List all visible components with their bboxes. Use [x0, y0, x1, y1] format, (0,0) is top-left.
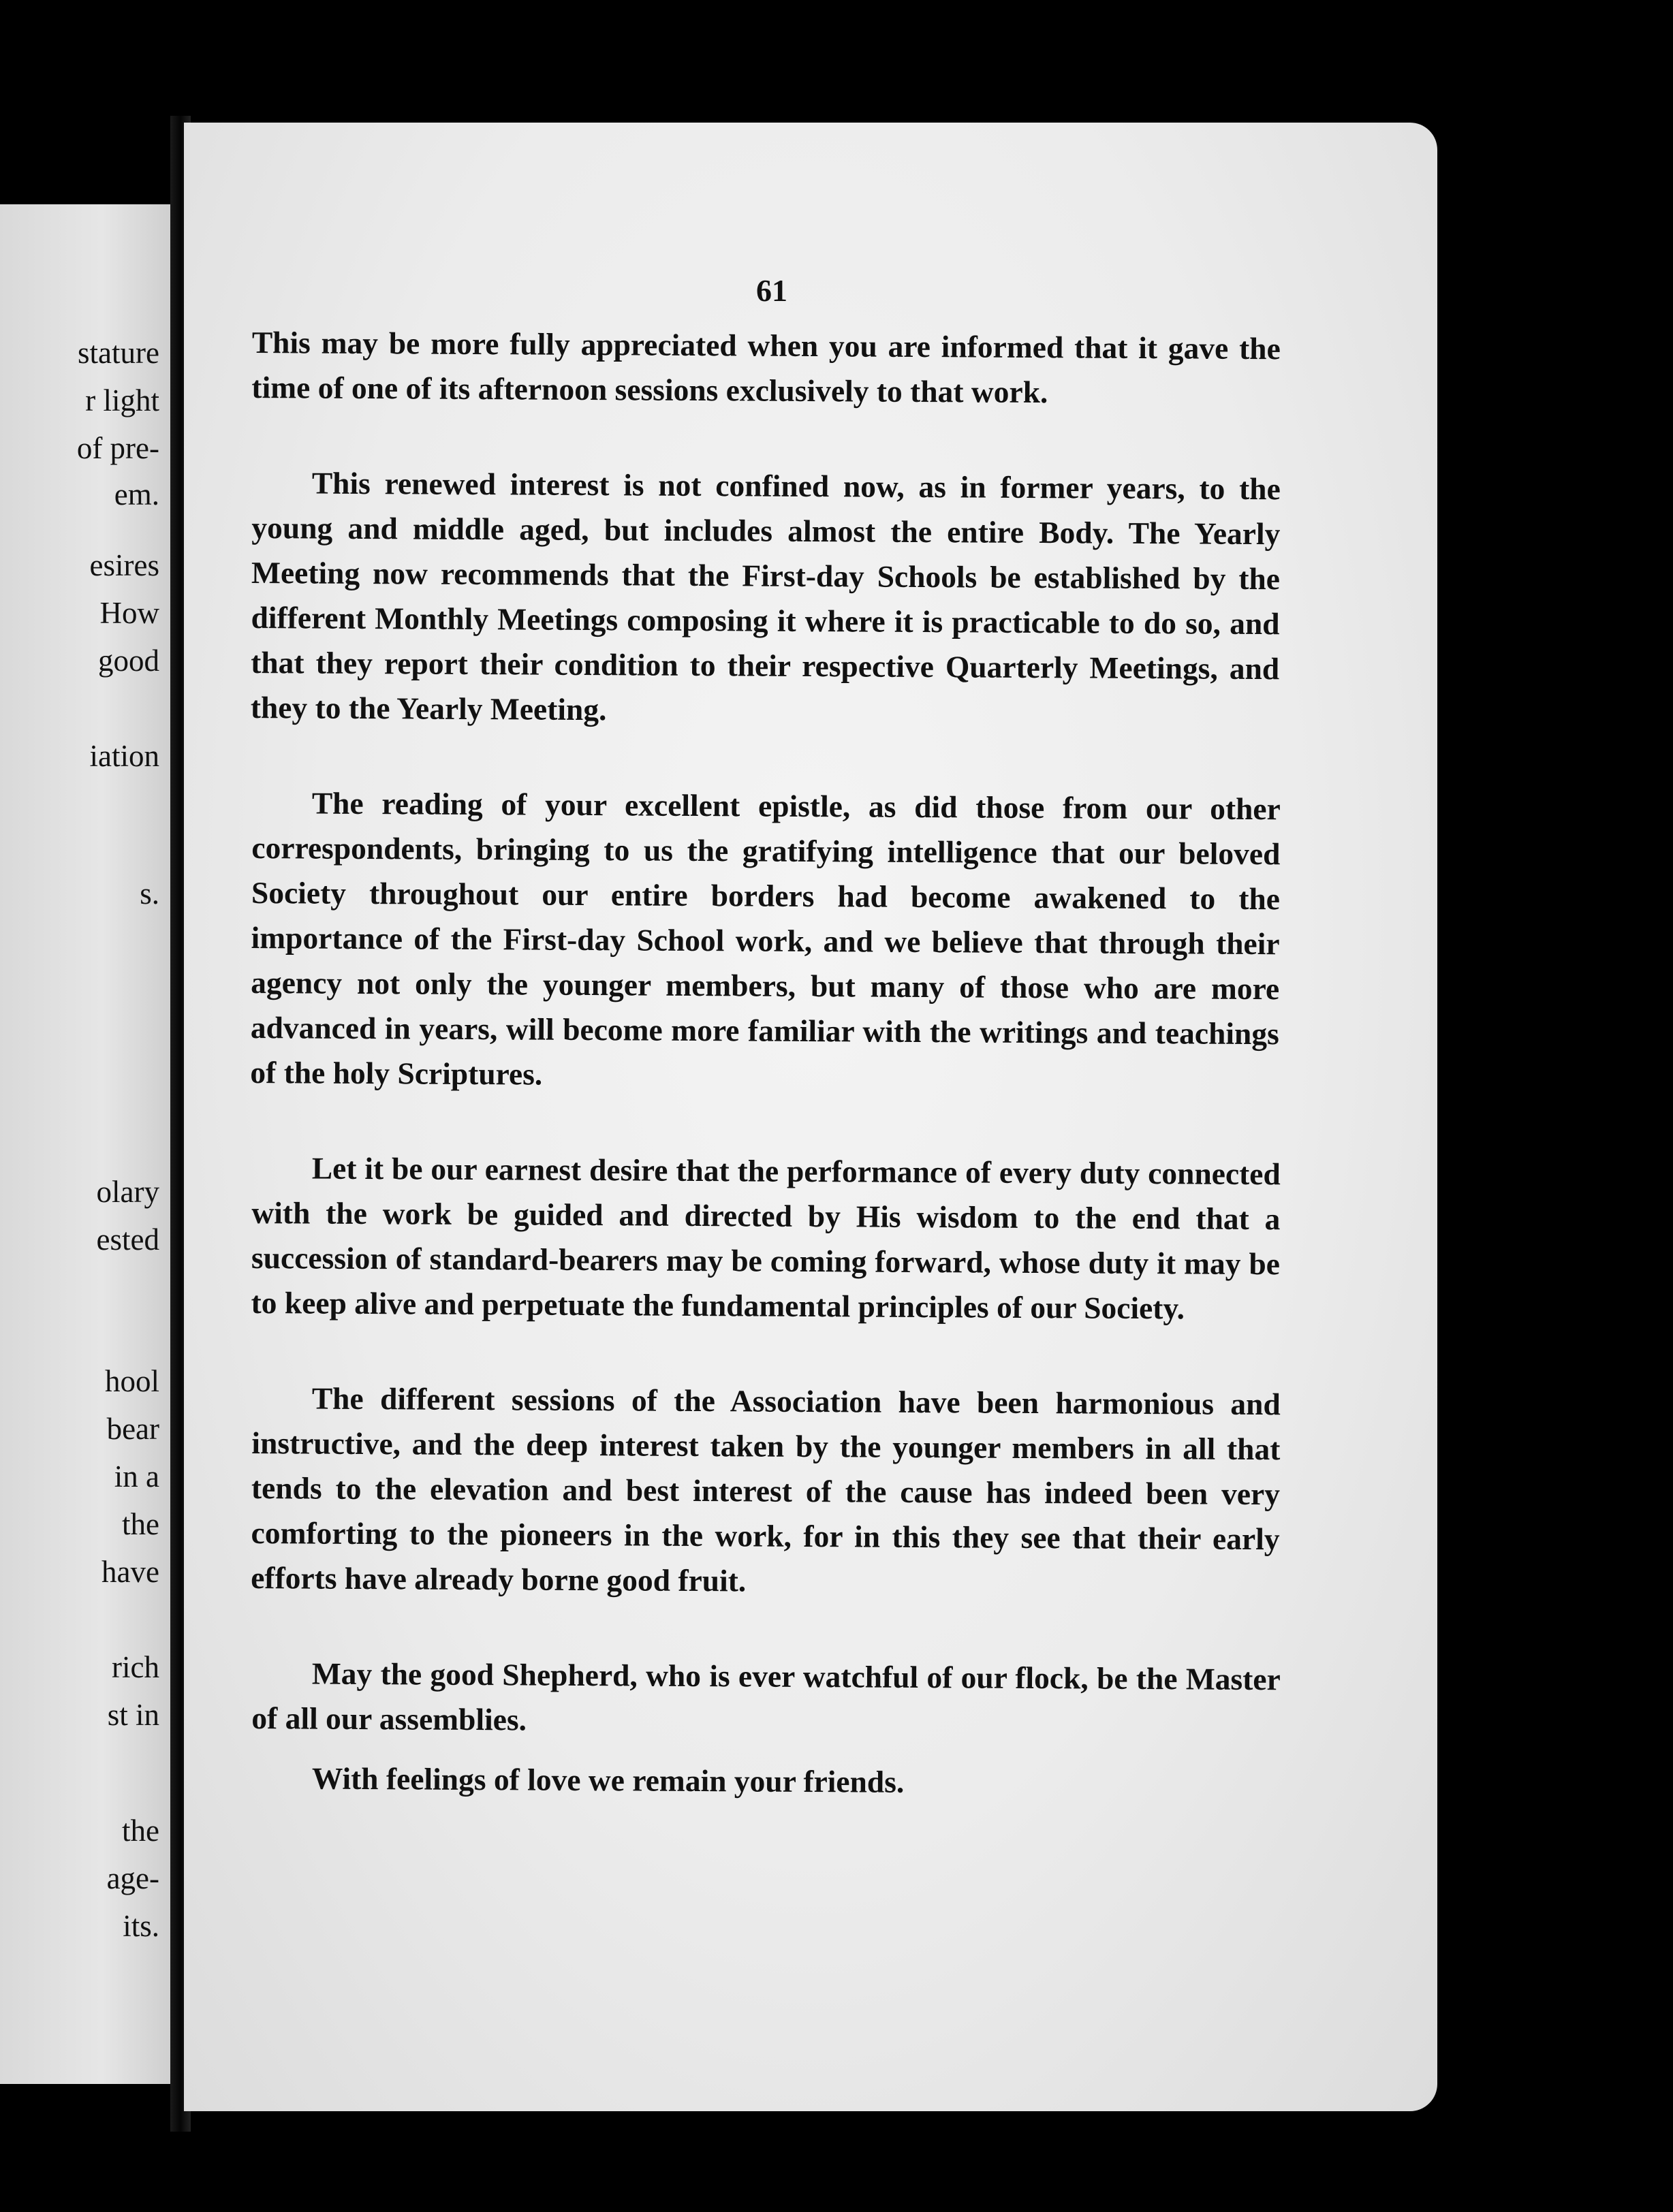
- left-fragment: hool: [104, 1364, 159, 1398]
- left-fragment: iation: [89, 739, 159, 773]
- left-fragment: olary: [96, 1175, 159, 1209]
- left-fragment: s.: [140, 876, 159, 911]
- closing-line: With feelings of love we remain your friends.: [311, 1760, 905, 1799]
- page-number: 61: [756, 273, 787, 308]
- page-body: [252, 320, 1281, 1851]
- paragraph: Let it be our earnest desire that the performance of every duty connected with the work be guided and directed by His wisdom to the end that a succession of standard-bearers may be coming forward, whose duty it may be to keep alive and perpetuate the fundamental principles of our Society.: [251, 1150, 1281, 1326]
- left-fragment: in a: [114, 1459, 159, 1494]
- left-fragment: em.: [114, 477, 159, 511]
- left-fragment: r light: [85, 383, 159, 417]
- left-fragment: stature: [78, 336, 159, 370]
- left-fragment: the: [122, 1814, 159, 1848]
- left-page-text-fragments: [0, 204, 170, 2084]
- left-fragment: the: [122, 1507, 159, 1541]
- left-fragment: age-: [106, 1861, 159, 1895]
- left-fragment: good: [98, 644, 159, 678]
- paragraph: The different sessions of the Association have been harmonious and instructive, and the deep interest taken by the younger members in all that tends to the elevation and best interest of the cause has indeed been very comforting to the pioneers in the work, for in this they see that their early efforts have already borne good fruit.: [251, 1380, 1281, 1598]
- paragraph: This renewed interest is not confined now, as in former years, to the young and middle aged, but includes almost the entire Body. The Yearly Meeting now recommends that the First-day Schools be established by the different Monthly Meetings composing it where it is practicable to do so, and that they report their condition to their respective Quarterly Meetings, and they to the Yearly Meeting.: [250, 465, 1281, 727]
- paragraph: The reading of your excellent epistle, as did those from our other correspondents, bringing to us the gratifying intelligence that our beloved Society throughout our entire borders had become awakened to the importance of the First-day School work, and we believe that through their agency not only the younger members, but many of those who are more advanced in years, will become more familiar with the writings and teachings of the holy Scriptures.: [250, 785, 1281, 1092]
- left-fragment: bear: [106, 1412, 159, 1446]
- left-fragment: st in: [107, 1698, 159, 1732]
- left-fragment: How: [99, 596, 159, 630]
- left-fragment: ested: [96, 1222, 159, 1257]
- left-fragment: rich: [112, 1650, 159, 1684]
- left-fragment: have: [101, 1555, 159, 1589]
- left-fragment: esires: [89, 548, 159, 582]
- left-fragment: its.: [123, 1909, 159, 1943]
- paragraph: May the good Shepherd, who is ever watchful of our flock, be the Master of all our assemblies.: [251, 1656, 1281, 1737]
- left-fragment: of pre-: [76, 431, 159, 465]
- left-facing-page: [0, 204, 170, 2084]
- paragraph: This may be more fully appreciated when you are informed that it gave the time of one of its afternoon sessions exclusively to that work.: [251, 324, 1281, 410]
